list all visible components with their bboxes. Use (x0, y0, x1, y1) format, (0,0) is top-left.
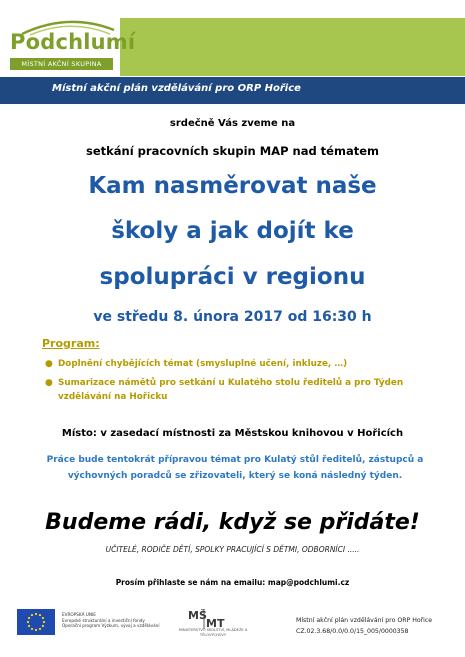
program-item-text: Sumarizace námětů pro setkání u Kulatého stolu ředitelů a pro Týden vzdělávání na Hořicku (58, 378, 404, 402)
eu-star (31, 628, 33, 630)
eu-star (42, 617, 44, 619)
eu-funding-text (62, 612, 172, 629)
signup-text: Prosím přihlaste se nám na emailu: map@podchlumi.cz (115, 578, 350, 587)
bullet-icon: ● (45, 359, 53, 369)
msmt-text: MINISTERSTVO ŠKOLSTVÍ, MLÁDEŽE A TĚLOVÝCHOVY (178, 628, 248, 637)
main-title-line-3: spolupráci v regionu (99, 264, 366, 290)
eu-star (35, 629, 37, 631)
eu-star (27, 621, 29, 623)
meeting-text: setkání pracovních skupin MAP nad tématem (85, 144, 380, 158)
program-label: Program: (42, 337, 100, 350)
eu-flag-icon (17, 609, 55, 635)
program-item (42, 357, 422, 371)
svg-text:MŠ: MŠ (188, 609, 207, 622)
program-list (42, 357, 422, 409)
eu-text-line: Evropské strukturální a investiční fondy (62, 617, 145, 623)
project-number: CZ.02.3.68/0.0/0.0/15_005/0000358 (296, 628, 409, 635)
project-name: Místní akční plán vzdělávání pro ORP Hořice (296, 617, 433, 624)
project-info (296, 615, 461, 637)
slogan: Budeme rádi, když se přidáte! (45, 510, 420, 535)
eu-star (31, 614, 33, 616)
program-item (42, 376, 422, 404)
svg-text:MT: MT (206, 617, 225, 630)
eu-star (28, 617, 30, 619)
bullet-icon: ● (45, 378, 53, 388)
logo-subtitle: MÍSTNÍ AKČNÍ SKUPINA (10, 58, 113, 70)
main-title-line-1: Kam nasměrovat naše (88, 173, 377, 199)
eu-star (39, 614, 41, 616)
eu-text-line: Operační program Výzkum, vývoj a vzdělávání (62, 623, 160, 628)
header-green-band (120, 18, 465, 76)
logo-name: Podchlumí (10, 30, 136, 54)
eu-star (39, 628, 41, 630)
program-item-text: Doplnění chybějících témat (smysluplné učení, inkluze, …) (58, 359, 348, 369)
eu-text-line: EVROPSKÁ UNIE (62, 612, 96, 617)
header-title: Místní akční plán vzdělávání pro ORP Hořice (52, 83, 301, 94)
main-title-line-2: školy a jak dojít ke (111, 218, 354, 244)
eu-star (35, 613, 37, 615)
eu-star (42, 625, 44, 627)
event-place: Místo: v zasedací místnosti za Městskou knihovou v Hořicích (61, 428, 404, 439)
eu-star (28, 625, 30, 627)
slogan-subtitle: UČITELÉ, RODIČE DĚTÍ, SPOLKY PRACUJÍCÍ S DĚTMI, ODBORNÍCI ..... (105, 545, 360, 554)
event-date: ve středu 8. února 2017 od 16:30 h (93, 309, 372, 325)
eu-star (43, 621, 45, 623)
invite-text: srdečně Vás zveme na (169, 118, 296, 129)
info-text: Práce bude tentokrát přípravou témat pro Kulatý stůl ředitelů, zástupců a výchovných poradců se zřizovateli, který se koná následný týden. (46, 455, 424, 481)
